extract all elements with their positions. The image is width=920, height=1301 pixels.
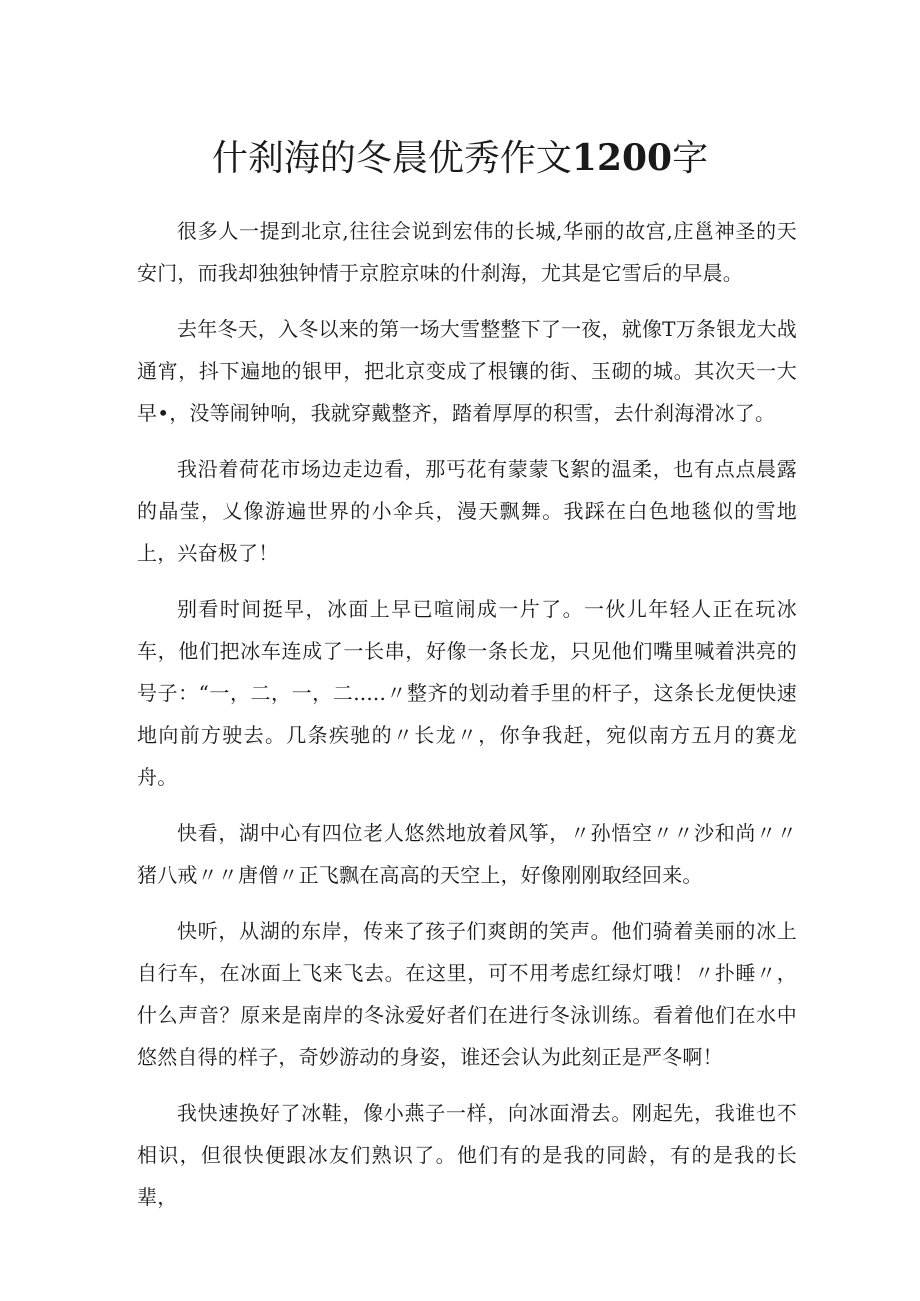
paragraph-4: 别看时间挺早，冰面上早已喧闹成一片了。一伙儿年轻人正在玩冰车，他们把冰车连成了一长串，好像一条长龙，只见他们嘴里喊着洪亮的号子：“一，二，一，二.....〃整齐的划动着手里的杆子，这条长龙便快速地向前方驶去。几条疾驰的〃长龙〃，你争我赶，宛似南方五月的赛龙舟。: [137, 597, 797, 789]
paragraph-7: 我快速换好了冰鞋，像小燕子一样，向冰面滑去。刚起先，我谁也不相识，但很快便跟冰友们熟识了。他们有的是我的同龄，有的是我的长辈，: [137, 1101, 797, 1209]
document-title: [0, 132, 920, 185]
paragraph-5: 快看，湖中心有四位老人悠然地放着风筝，〃孙悟空〃〃沙和尚〃〃猪八戒〃〃唐僧〃正飞飘在高高的天空上，好像刚刚取经回来。: [137, 821, 797, 887]
title-suffix: 字: [672, 138, 709, 179]
paragraph-6: 快听，从湖的东岸，传来了孩子们爽朗的笑声。他们骑着美丽的冰上自行车，在冰面上飞来飞去。在这里，可不用考虑红绿灯哦！〃扑睡〃，什么声音？原来是南岸的冬泳爱好者们在进行冬泳训练。看着他们在水中悠然自得的样子，奇妙游动的身姿，谁还会认为此刻正是严冬啊！: [137, 919, 797, 1069]
title-number: 1200: [571, 137, 673, 179]
paragraph-1: 很多人一提到北京,往往会说到宏伟的长城,华丽的故宫,庄邕神圣的天安门，而我却独独钟情于京腔京味的什刹海，尤其是它雪后的早晨。: [137, 219, 797, 285]
paragraph-2: 去年冬天，入冬以来的第一场大雪整整下了一夜，就像T万条银龙大战通宵，抖下遍地的银甲，把北京变成了根镶的街、玉砌的城。其次天一大早•，没等闹钟响，我就穿戴整齐，踏着厚厚的积雪，去什刹海滑冰了。: [137, 317, 797, 425]
paragraph-3: 我沿着荷花市场边走边看，那丐花有蒙蒙飞絮的温柔，也有点点晨露的晶莹，乂像游遍世界的小伞兵，漫天飘舞。我踩在白色地毯似的雪地上，兴奋极了！: [137, 457, 797, 565]
document-body: [137, 210, 797, 1232]
title-text: 什刹海的冬晨优秀作文: [211, 138, 572, 179]
